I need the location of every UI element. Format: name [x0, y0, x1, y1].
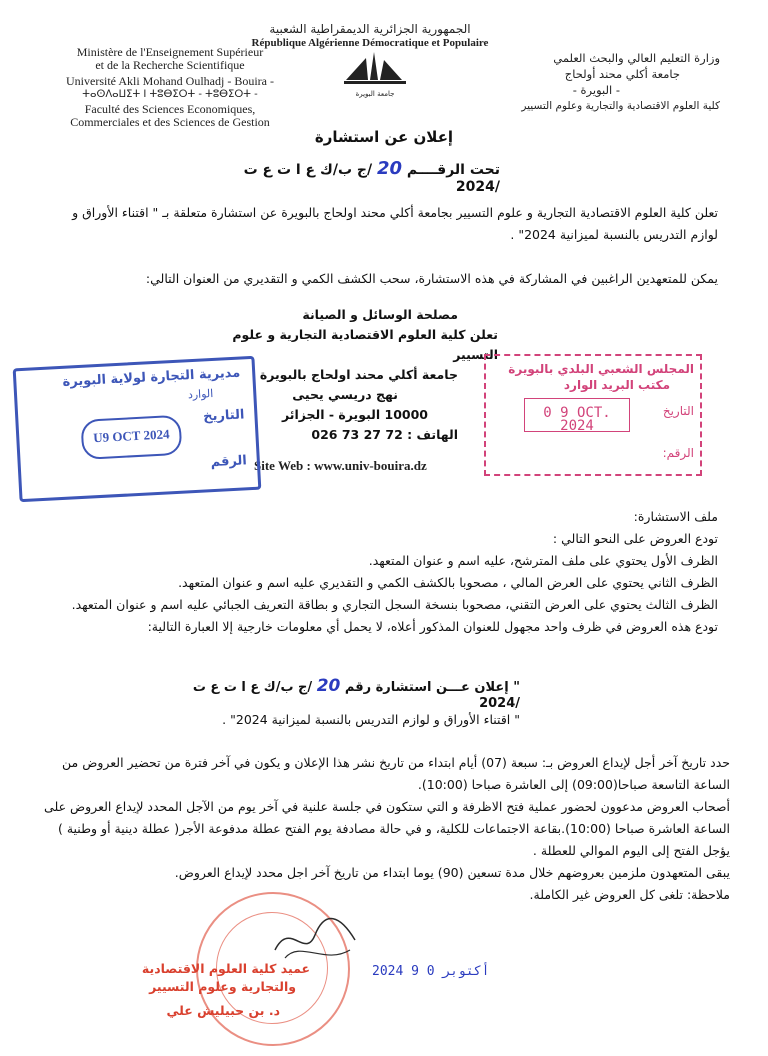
- address-service: مصلحة الوسائل و الصيانة: [302, 307, 458, 322]
- file-section: [54, 506, 718, 638]
- pink-stamp-date-box: [524, 398, 630, 432]
- pink-stamp-date: 0 9 OCT. 2024: [543, 405, 611, 434]
- announcement-title: إعلان عن استشارة: [314, 128, 454, 146]
- invite-paragraph: يمكن للمتعهدين الراغبين في المشاركة في هذه الاستشارة، سحب الكشف الكمي و التقديري من العنوان التالي:: [145, 271, 718, 286]
- header-left-french: [40, 46, 300, 129]
- republic-french: République Algérienne Démocratique et Populaire: [251, 37, 489, 49]
- address-faculty: تعلن كلية العلوم الاقتصادية التجارية و علوم التسيير: [232, 327, 498, 362]
- university-name-tifinagh: ⵜⴰⵙⴷⴰⵡⵉⵜ ⵏ ⵜⵓⴱⵉⵔⵜ - ⵜⵓⴱⵉⵔⵜ -: [82, 89, 258, 100]
- file-line-1: تودع العروض على النحو التالي :: [552, 531, 718, 546]
- blue-stamp-date-label: التاريخ: [202, 407, 245, 425]
- address-phone: الهاتف : 72 27 73 026: [311, 427, 458, 442]
- terms-section: [42, 752, 730, 906]
- blue-stamp-date: U9 OCT 2024: [92, 426, 170, 446]
- reference-number: 20: [376, 158, 403, 179]
- file-line-2: الظرف الأول يحتوي على ملف المترشح، عليه اسم و عنوان المتعهد.: [368, 553, 718, 568]
- deadline-paragraph: حدد تاريخ آخر أجل لإيداع العروض بـ: سبعة (07) أيام ابتداء من تاريخ نشر هذا الإعلان و يكون في آخر فترة من تحضير العروض من الساعة التاسعة صباحا(09:00) إلى العاشرة صباحا (10:00).: [62, 755, 730, 792]
- pink-reception-stamp: [484, 354, 702, 476]
- blue-stamp-subtitle: الوارد: [187, 386, 214, 402]
- pink-stamp-date-label: التاريخ: [662, 404, 694, 418]
- republic-arabic: الجمهورية الجزائرية الديمقراطية الشعبية: [269, 22, 471, 36]
- file-heading: ملف الاستشارة:: [633, 509, 718, 524]
- ministry-line-2: et de la Recherche Scientifique: [95, 58, 245, 72]
- address-city: 10000 البويرة - الجزائر: [281, 407, 428, 422]
- university-logo-graphic: [338, 48, 412, 96]
- pink-stamp-ref-label: الرقم:: [662, 446, 694, 460]
- address-street: نهج دريسي يحيى: [292, 387, 398, 402]
- blue-stamp-date-box: [80, 415, 182, 460]
- reference-prefix: تحت الرقــــم: [406, 162, 500, 178]
- file-line-4: الظرف الثالث يحتوي على العرض التقني، مصحوبا بنسخة السجل التجاري و بطاقة التعريف الجبائي عليه اسم و عنوان المتعهد.: [71, 597, 718, 612]
- faculty-arabic: كلية العلوم الاقتصادية والتجارية وعلوم التسيير: [521, 100, 720, 112]
- logo-caption: جامعة البويرة: [355, 90, 395, 98]
- university-arabic: جامعة أكلي محند أولحاج: [564, 67, 680, 81]
- dean-name: د. بن حبيليش علي: [166, 1003, 280, 1018]
- note-paragraph: ملاحظة: تلغى كل العروض غير الكاملة.: [529, 887, 730, 902]
- faculty-line-2: Commerciales et des Sciences de Gestion: [70, 115, 270, 129]
- address-university: جامعة أكلي محند اولحاج بالبويرة: [259, 367, 458, 382]
- blue-stamp-title: مديرية التجارة لولاية البويرة: [62, 365, 241, 390]
- quoted-subject: " اقتناء الأوراق و لوازم التدريس بالنسبة لميزانية 2024" .: [222, 712, 520, 727]
- blue-reception-stamp: [13, 356, 262, 502]
- dean-title: عميد كلية العلوم الاقتصادية: [141, 961, 310, 976]
- ministry-arabic: وزارة التعليم العالي والبحث العلمي: [553, 51, 720, 65]
- blue-stamp-ref-label: الرقم: [210, 453, 248, 471]
- signature-date: 2024 أكتوبر 0 9: [372, 964, 490, 979]
- university-logo: [338, 48, 412, 96]
- file-line-3: الظرف الثاني يحتوي على العرض المالي ، مصحوبا بالكشف الكمي و التقديري عليه اسم و عنوان المتعهد.: [178, 575, 718, 590]
- ministry-line: Ministère de l'Enseignement Supérieur: [76, 45, 264, 59]
- validity-paragraph: يبقى المتعهدون ملزمين بعروضهم خلال مدة تسعين (90) يوما ابتداء من تاريخ آخر اجل محدد لإيداع العروض.: [174, 865, 730, 880]
- pink-stamp-title: المجلس الشعبي البلدي بالبويرة: [508, 362, 694, 376]
- quoted-ref-suffix: /ج ب/ك ع ا ت ع ت /2024: [192, 680, 520, 711]
- dean-signature-block: [110, 960, 310, 1020]
- university-name: Université Akli Mohand Oulhadj - Bouira -: [66, 74, 274, 88]
- city-arabic: - البويرة -: [572, 83, 620, 97]
- intro-paragraph: تعلن كلية العلوم الاقتصادية التجارية و علوم التسيير بجامعة أكلي محند اولحاج بالبويرة عن استشارة متعلقة بـ " اقتناء الأوراق و لوازم التدريس بالنسبة لميزانية 2024" .: [72, 205, 718, 242]
- quoted-reference: [180, 676, 520, 711]
- reference-line: [200, 158, 500, 195]
- opening-paragraph: أصحاب العروض مدعوون لحضور عملية فتح الاظرفة و التي ستكون في جلسة علنية في آخر يوم من الآجل المحدد لإيداع العروض على الساعة العاشرة صباحا (10:00).بقاعة الاجتماعات للكلية، و في حالة مصادفة يوم الفتح عطلة مدفوعة الأجر( عطلة دينية أو وطنية ) يؤجل الفتح إلى اليوم الموالي للعطلة .: [44, 799, 730, 858]
- header-right-arabic: [420, 50, 720, 114]
- quoted-ref-prefix: " إعلان عـــن استشارة رقم: [344, 680, 520, 695]
- file-line-5: تودع هذه العروض في ظرف واحد مجهول للعنوان المذكور أعلاه، لا يحمل أي معلومات خارجية إلا العبارة التالية:: [147, 619, 718, 634]
- faculty-line: Faculté des Sciences Economiques,: [84, 102, 256, 116]
- dean-title-2: والتجارية وعلوم التسيير: [149, 979, 296, 994]
- website: Site Web : www.univ-bouira.dz: [254, 458, 427, 473]
- quoted-ref-number: 20: [316, 676, 341, 696]
- pink-stamp-subtitle: مكتب البريد الوارد: [563, 378, 670, 392]
- reference-suffix: /ج ب/ك ع ا ت ع ت /2024: [243, 162, 500, 195]
